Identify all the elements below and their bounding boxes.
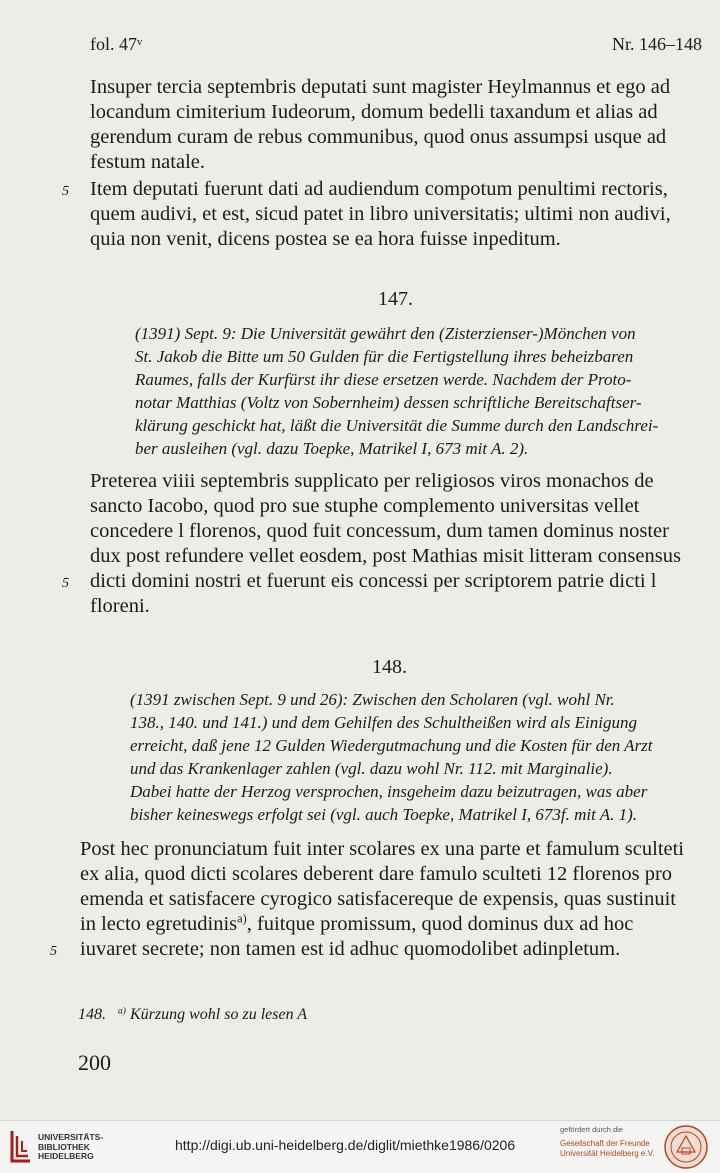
text-line: ex alia, quod dicti scolares deberent dare famulo sculteti 12 florenos pro: [80, 863, 673, 885]
text-line: quia non venit, dicens postea se ea hora fuisse inpeditum.: [90, 228, 561, 250]
library-name-line: UNIVERSITÄTS-: [38, 1132, 104, 1142]
summary-line: erreicht, daß jene 12 Gulden Wiedergutmachung und die Kosten für den Arzt: [130, 736, 653, 755]
text-line: [80, 913, 633, 936]
summary-line: ber ausleihen (vgl. dazu Toepke, Matrikel I, 673 mit A. 2).: [135, 439, 529, 458]
page-number: 200: [78, 1050, 111, 1075]
sponsor-name-line: Universität Heidelberg e.V.: [560, 1149, 655, 1158]
text-line: dux post refundere vellet eosdem, post Mathias misit litteram consensus: [90, 545, 681, 567]
text-line: gerendum curam de rebus communibus, quod onus assumpsi usque ad: [90, 126, 667, 148]
line-number-marker: 5: [50, 944, 57, 959]
summary-line: St. Jakob die Bitte um 50 Gulden für die Fertigstellung ihres beheizbaren: [135, 347, 634, 366]
footnote: [78, 1006, 307, 1024]
text-line: Post hec pronunciatum fuit inter scolares ex una parte et famulum sculteti: [80, 838, 684, 860]
text-line: Item deputati fuerunt dati ad audiendum compotum penultimi rectoris,: [90, 178, 668, 200]
text-line: Insuper tercia septembris deputati sunt magister Heylmannus et ego ad: [90, 76, 671, 98]
university-seal-icon: [663, 1124, 709, 1170]
permalink-url[interactable]: http://digi.ub.uni-heidelberg.de/diglit/miethke1986/0206: [175, 1137, 516, 1153]
number-range-header: Nr. 146–148: [612, 34, 702, 54]
line-number-marker: 5: [62, 576, 69, 591]
library-name-line: BIBLIOTHEK: [38, 1141, 90, 1152]
summary-line: und das Krankenlager zahlen (vgl. dazu wohl Nr. 112. mit Marginalie).: [130, 759, 613, 778]
text-line: Preterea viiii septembris supplicato per religiosos viros monachos de: [90, 470, 654, 492]
sponsor-name-line: Gesellschaft der Freunde: [560, 1139, 650, 1148]
summary-line: (1391) Sept. 9: Die Universität gewährt den (Zisterzienser-)Mönchen von: [135, 324, 636, 343]
summary-line: notar Matthias (Voltz von Sobernheim) dessen schriftliche Bereitschaftser-: [135, 393, 642, 412]
section-number-148: 148.: [372, 656, 407, 678]
text-line: quem audivi, et est, sicud patet in libro universitatis; ultimi non audivi,: [90, 203, 671, 225]
footnote-mark: a): [118, 1005, 126, 1017]
library-name: [38, 1133, 103, 1162]
summary-line: Raumes, falls der Kurfürst ihr diese ersetzen werde. Nachdem der Proto-: [135, 370, 632, 389]
summary-line: (1391 zwischen Sept. 9 und 26): Zwischen den Scholaren (vgl. wohl Nr.: [130, 690, 615, 709]
summary-line: klärung geschickt hat, läßt die Universität die Summe durch den Landschrei-: [135, 416, 659, 435]
library-name-line: HEIDELBERG: [38, 1151, 94, 1161]
text-line: locandum cimiterium Iudeorum, domum bedelli taxandum et alias ad: [90, 101, 658, 123]
text-line: dicti domini nostri et fuerunt eis concessi per scriptorem patrie dicti l: [90, 570, 657, 592]
text-line: festum natale.: [90, 151, 205, 173]
folio-header: fol. 47ᵛ: [90, 34, 143, 54]
sponsor-label: gefördert durch die: [560, 1125, 623, 1134]
line-number-marker: 5: [62, 184, 69, 199]
text-line-part: in lecto egretudinis: [80, 913, 238, 935]
text-line-part: , fuitque promissum, quod dominus dux ad hoc: [246, 913, 634, 935]
summary-line: bisher keineswegs erfolgt sei (vgl. auch Toepke, Matrikel I, 673f. mit A. 1).: [130, 805, 638, 824]
text-line: concedere l florenos, quod fuit concessum, dum tamen dominus noster: [90, 520, 669, 542]
text-line: sancto Iacobo, quod pro sue stuphe complemento universitas vellet: [90, 495, 640, 517]
footnote-text: Kürzung wohl so zu lesen A: [130, 1006, 308, 1023]
text-line: iuvaret secrete; non tamen est id adhuc quomodolibet adinpletum.: [80, 938, 621, 960]
library-logo-icon: [10, 1129, 32, 1163]
text-line: floreni.: [90, 595, 150, 617]
footnote-reference: a): [237, 911, 247, 926]
section-number-147: 147.: [378, 288, 413, 310]
footnote-ref: 148.: [78, 1006, 106, 1023]
sponsor-name: [560, 1139, 654, 1159]
footer-bar: [0, 1120, 720, 1173]
summary-line: 138., 140. und 141.) und dem Gehilfen des Schultheißen wird als Einigung: [130, 713, 637, 732]
text-line: emenda et satisfacere cyrogico satisfacereque de expensis, quas sustinuit: [80, 888, 676, 910]
summary-line: Dabei hatte der Herzog versprochen, insgeheim dazu beizutragen, was aber: [130, 782, 648, 801]
